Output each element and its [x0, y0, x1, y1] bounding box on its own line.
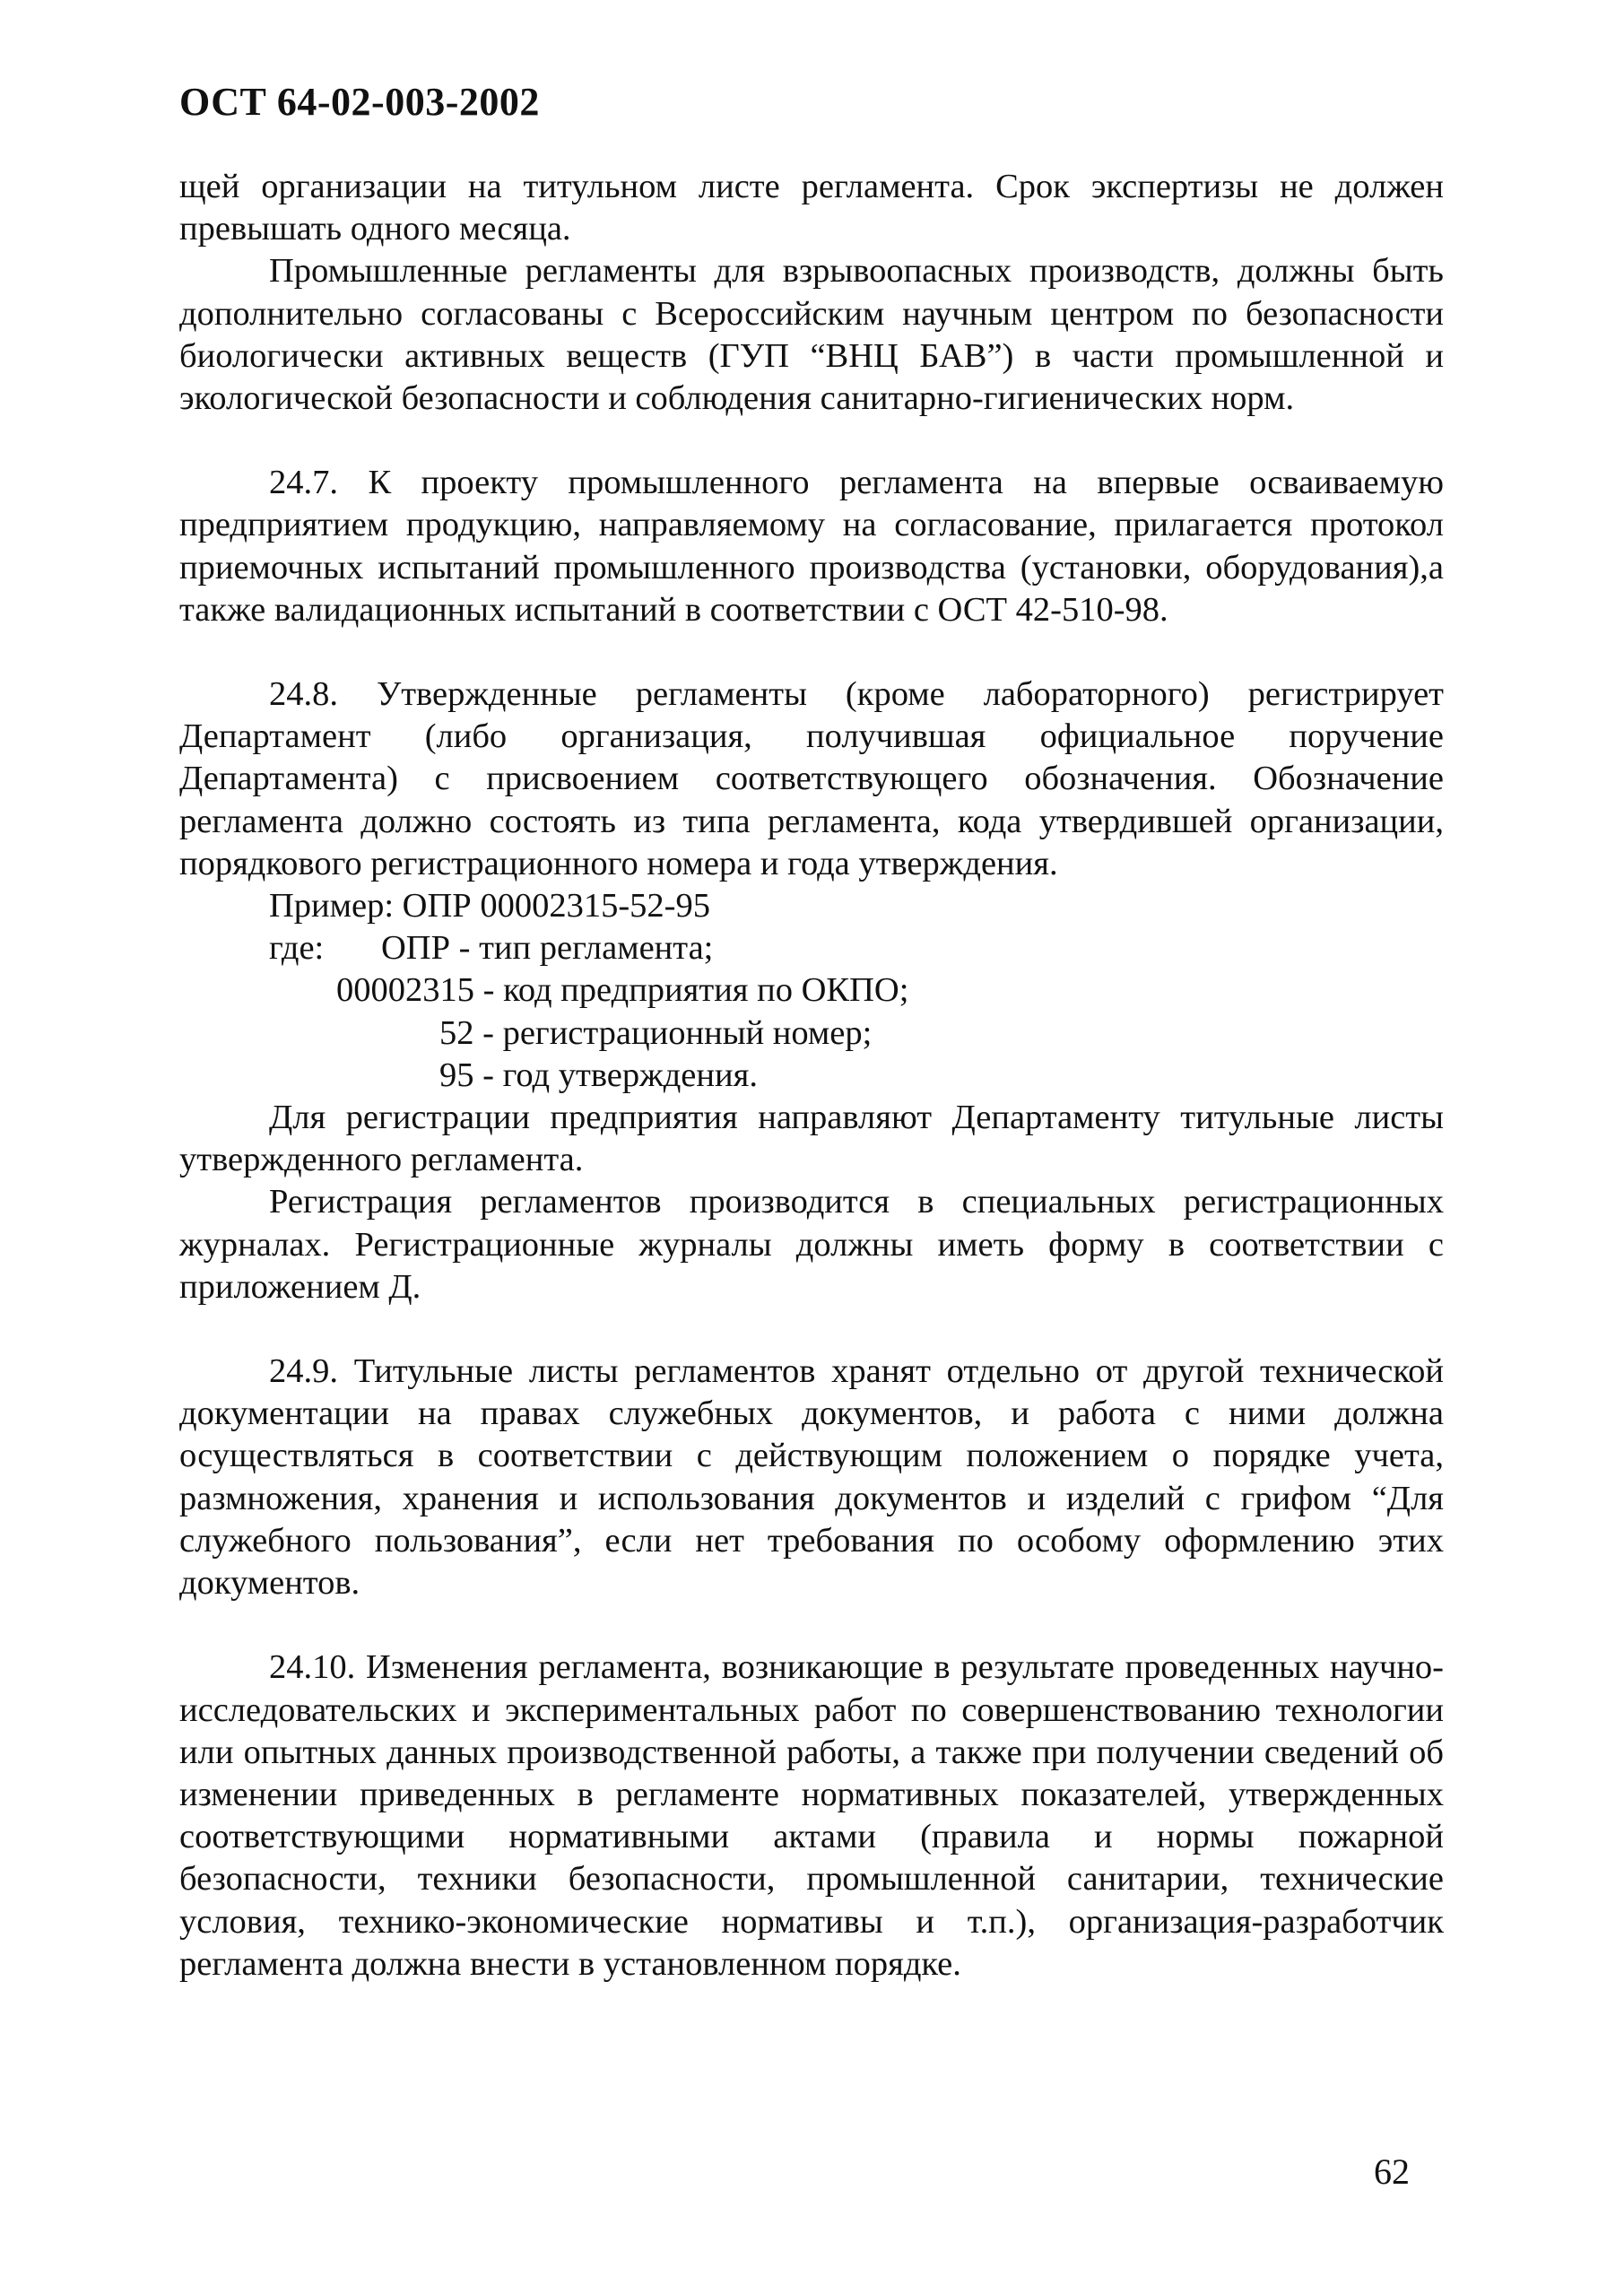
example-line — [179, 927, 1444, 969]
paragraph-gap — [179, 631, 1444, 673]
example-line: 52 - регистрационный номер; — [439, 1013, 873, 1052]
paragraph-24-7: 24.7. К проекту промышленного регламента на впервые осваиваемую предприятием продукцию, направляемому на согласование, прилагается протокол приемочных испытаний промышленного производства (установки, оборудования),а также валидационных испытаний в соответствии с ОСТ 42-510-98. — [179, 464, 1444, 629]
document-body — [179, 166, 1444, 1986]
registration-example — [179, 885, 1444, 1097]
document-code-header: ОСТ 64-02-003-2002 — [179, 80, 540, 124]
paragraph-registration-journals: Регистрация регламентов производится в специальных регистрационных журналах. Регистрационные журналы должны иметь форму в соответствии с приложением Д. — [179, 1183, 1444, 1306]
paragraph-24-9: 24.9. Титульные листы регламентов хранят отдельно от другой технической документации на правах служебных документов, и работа с ними должна осуществляться в соответствии с действующим положением о порядке учета, размножения, хранения и использования документов и изделий с грифом “Для служебного пользования”, если нет требования по особому оформлению этих документов. — [179, 1352, 1444, 1603]
example-line: 95 - год утверждения. — [439, 1056, 758, 1094]
paragraph-gap — [179, 1308, 1444, 1351]
paragraph-24-10: 24.10. Изменения регламента, возникающие в результате проведенных научно-исследовательских и экспериментальных работ по совершенствованию технологии или опытных данных производственной работы, а также при получении сведений об изменении приведенных в регламенте нормативных показателей, утвержденных соответствующими нормативными актами (правила и нормы пожарной безопасности, техники безопасности, промышленной санитарии, технические условия, технико-экономические нормативы и т.п.), организация-разработчик регламента должна внести в установленном порядке. — [179, 1648, 1444, 1983]
page-number: 62 — [1374, 2151, 1410, 2192]
example-line: Пример: ОПР 00002315-52-95 — [269, 887, 710, 925]
example-line: 00002315 - код предприятия по ОКПО; — [336, 971, 909, 1010]
paragraph-explosive-production: Промышленные регламенты для взрывоопасных производств, должны быть дополнительно согласованы с Всероссийским научным центром по безопасности биологически активных веществ (ГУП “ВНЦ БАВ”) в части промышленной и экологической безопасности и соблюдения санитарно-гигиенических норм. — [179, 252, 1444, 418]
paragraph-gap — [179, 420, 1444, 462]
paragraph-continuation: щей организации на титульном листе регламента. Срок экспертизы не должен превышать одного месяца. — [179, 168, 1444, 248]
paragraph-gap — [179, 1604, 1444, 1647]
paragraph-24-8: 24.8. Утвержденные регламенты (кроме лабораторного) регистрирует Департамент (либо организация, получившая официальное поручение Департамента) с присвоением соответствующего обозначения. Обозначение регламента должно состоять из типа регламента, кода утвердившей организации, порядкового регистрационного номера и года утверждения. — [179, 675, 1444, 882]
example-type-text: ОПР - тип регламента; — [381, 929, 714, 968]
paragraph-registration-submit: Для регистрации предприятия направляют Департаменту титульные листы утвержденного регламента. — [179, 1099, 1444, 1179]
example-where-label: где: — [269, 929, 325, 968]
